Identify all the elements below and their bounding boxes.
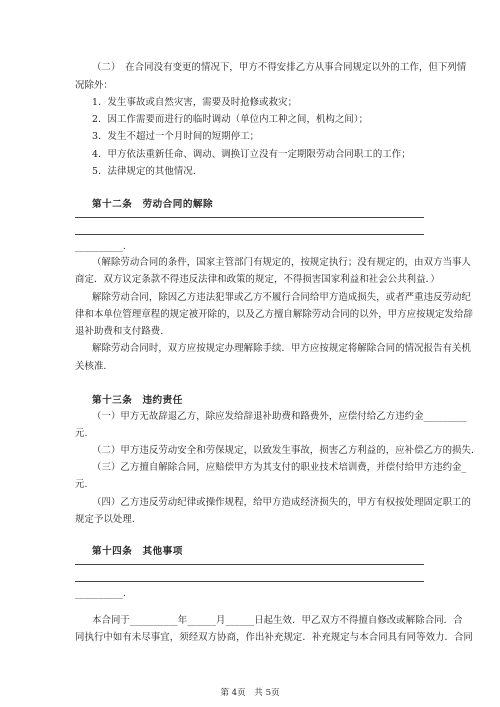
exception-item-4: 4．甲方依法重新任命、调动、调换订立没有一定期限劳动合同职工的工作； <box>92 149 411 160</box>
section-14-heading: 第十四条 其他事项 <box>92 546 183 557</box>
closing-line-2: 同执行中如有未尽事宜，须经双方协商，作出补充规定．补充规定与本合同具有同等效力．合同 <box>75 632 473 643</box>
liability-1-line-2: 元. <box>75 428 88 439</box>
exception-item-2: 2．因工作需要而进行的临时调动（单位内工种之间，机构之间）； <box>92 114 369 125</box>
note-line-2: 商定．双方议定条款不得违反法律和政策的规定，不得损害国家利益和社会公共利益．） <box>75 274 440 285</box>
fill-line <box>75 581 424 582</box>
note-line-1: （解除劳动合同的条件，国家主管部门有规定的，按规定执行；没有规定的，由双方当事人 <box>92 257 472 268</box>
section-12-heading: 第十二条 劳动合同的解除 <box>92 199 214 210</box>
termination-p2-line-1: 解除劳动合同时，双方应按规定办理解除手续．甲方应按规定将解除合同的情况报告有关机 <box>92 343 472 354</box>
closing-line-1: 本合同于__________年______月______日起生效．甲乙双方不得擅自修改或解除合同．合 <box>92 615 463 626</box>
fill-line <box>75 234 424 235</box>
termination-p2-line-2: 关核准. <box>75 361 107 372</box>
liability-3-line-2: 元. <box>75 479 88 490</box>
termination-p1-line-1: 解除劳动合同，除因乙方违法犯罪或乙方不履行合同给甲方造成损失，或者严重违反劳动纪 <box>92 292 472 303</box>
intro-line-2: 况除外： <box>75 80 113 91</box>
page-number: 第 4页 共 5页 <box>220 688 280 698</box>
exception-item-5: 5．法律规定的其他情况. <box>92 166 196 177</box>
intro-line-1: （二） 在合同没有变更的情况下，甲方不得安排乙方从事合同规定以外的工作，但下列情 <box>92 62 467 73</box>
termination-p1-line-3: 退补助费和支付路费. <box>75 326 164 337</box>
fill-line <box>75 564 424 565</box>
fill-line-end: __________. <box>75 588 126 599</box>
termination-p1-line-2: 律和本单位管理章程的规定被开除的，以及乙方擅自解除劳动合同的以外，甲方应按规定发给辞 <box>75 309 473 320</box>
liability-1-line-1: （一）甲方无故辞退乙方，除应发给辞退补助费和路费外，应偿付给乙方违约金_________ <box>92 411 467 422</box>
exception-item-1: 1．发生事故或自然灾害，需要及时抢修或救灾； <box>92 97 298 108</box>
liability-2-line-1: （二）甲方违反劳动安全和劳保规定，以致发生事故，损害乙方利益的，应补偿乙方的损失． <box>92 445 481 456</box>
liability-3-line-1: （三）乙方擅自解除合同，应赔偿甲方为其支付的职业技术培训费，并偿付给甲方违约金_ <box>92 462 467 473</box>
fill-line <box>75 217 424 218</box>
liability-4-line-2: 规定予以处理. <box>75 514 135 525</box>
fill-line-end: __________. <box>75 241 126 252</box>
exception-item-3: 3．发生不超过一个月时间的短期停工； <box>92 131 260 142</box>
section-13-heading: 第十三条 违约责任 <box>92 395 183 406</box>
liability-4-line-1: （四）乙方违反劳动纪律或操作规程，给甲方造成经济损失的，甲方有权按处理固定职工的 <box>92 497 472 508</box>
